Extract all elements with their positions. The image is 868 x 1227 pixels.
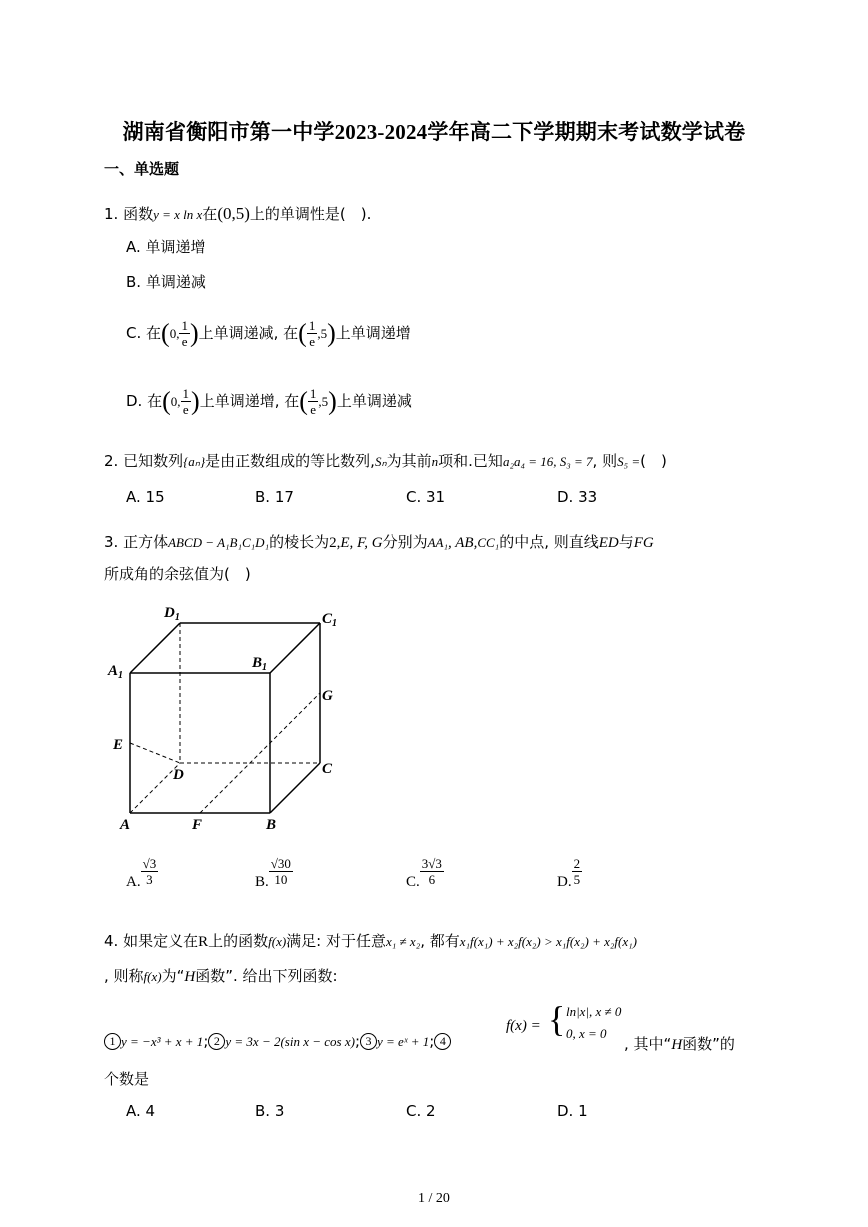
fraction-1-over-e: $\frac{1}{e}$ — [181, 318, 188, 349]
q4-sep-2: ; — [354, 1032, 360, 1050]
q4-option-c[interactable]: C. 2 — [406, 1102, 436, 1120]
q1-d-mid: 上单调递增, 在 — [199, 392, 300, 410]
label-b1: $B_1$ — [252, 655, 268, 673]
paren-close: ) — [327, 318, 336, 348]
fraction-2-over-5: $\frac{2}{5}$ — [573, 856, 581, 887]
q4-text-1: 上的函数 — [208, 932, 269, 950]
section-heading: 一、单选题 — [104, 160, 180, 178]
q4-fx: f(x) — [268, 934, 287, 949]
q3-ab: , AB, — [448, 535, 478, 551]
q2-sequence: {aₙ} — [183, 454, 206, 469]
circle-4: 4 — [434, 1033, 451, 1050]
q1-text-mid: 在 — [202, 205, 218, 223]
question-4 — [104, 930, 637, 951]
q3-line-2: 所成角的余弦值为( ) — [104, 565, 251, 583]
circle-1: 1 — [104, 1033, 121, 1050]
q4-f4-lhs: f(x) = — [506, 1018, 541, 1034]
q4-sep-3: ; — [429, 1032, 435, 1050]
q2-option-b[interactable]: B. 17 — [255, 488, 294, 506]
brace-icon: { — [548, 999, 566, 1039]
edge-a1-d1 — [130, 623, 180, 673]
q4-text-5: 函数”的 — [682, 1035, 735, 1053]
q2-text-1: 是由正数组成的等比数列, — [205, 452, 375, 470]
q1-c-right: ,5 — [317, 326, 328, 341]
q3-efg: E, F, G — [340, 535, 383, 551]
q3-d-label: D. — [557, 874, 572, 890]
q1-option-a[interactable]: A. 单调递增 — [126, 238, 206, 256]
q4-option-d[interactable]: D. 1 — [557, 1102, 588, 1120]
q1-d-tail: 上单调递减 — [336, 392, 412, 410]
q3-ed: ED — [598, 535, 619, 551]
label-c: C — [322, 761, 333, 777]
q4-f4-case2: 0, x = 0 — [566, 1026, 607, 1041]
q1-interval: (0,5) — [217, 204, 250, 223]
q3-option-a[interactable] — [126, 856, 158, 890]
q2-sn: Sₙ — [374, 454, 387, 469]
circle-3: 3 — [360, 1033, 377, 1050]
paren-close: ) — [328, 386, 337, 416]
q3-length: 2, — [329, 535, 341, 551]
q4-number: 4. 如果定义在 — [104, 932, 199, 950]
fraction-3sqrt3-over-6: $\frac{3√3}{6}$ — [421, 856, 442, 887]
fraction-1-over-e: $\frac{1}{e}$ — [309, 386, 317, 417]
q1-c-left: 0, — [169, 326, 180, 341]
q1-c-mid: 上单调递减, 在 — [198, 324, 299, 342]
q1-option-b[interactable]: B. 单调递减 — [126, 273, 206, 291]
q4-line-2 — [104, 965, 338, 986]
label-c1: $C_1$ — [322, 611, 338, 629]
q3-c-label: C. — [406, 874, 420, 890]
q4-f1: y = −x³ + x + 1 — [121, 1034, 204, 1049]
q4-option-b[interactable]: B. 3 — [255, 1102, 285, 1120]
q3-option-c[interactable] — [406, 856, 444, 890]
q3-aa1: AA₁ — [427, 535, 449, 550]
label-g: G — [322, 688, 333, 704]
q3-cc1: CC₁ — [477, 535, 500, 550]
paren-close: ) — [189, 318, 199, 348]
q2-option-a[interactable]: A. 15 — [126, 488, 165, 506]
q4-option-a[interactable]: A. 4 — [126, 1102, 156, 1120]
fraction-sqrt3-over-3: $\frac{√3}{3}$ — [142, 856, 157, 887]
cube-diagram — [100, 595, 360, 845]
segment-e-d — [130, 743, 180, 763]
q1-number: 1. 函数 — [104, 205, 154, 223]
q4-tail — [624, 1033, 735, 1054]
fraction-sqrt30-over-10: $\frac{√30}{10}$ — [270, 856, 291, 887]
q4-text-3: , 都有 — [420, 932, 460, 950]
q2-option-d[interactable]: D. 33 — [557, 488, 598, 506]
q3-number: 3. 正方体 — [104, 533, 169, 551]
label-f: F — [192, 817, 203, 833]
q2-text-5: ( ) — [640, 452, 667, 470]
q3-b-label: B. — [255, 874, 269, 890]
edge-b1-c1 — [270, 623, 320, 673]
q1-d-prefix: D. 在 — [126, 392, 163, 410]
q4-line2-c: 函数”. 给出下列函数: — [195, 967, 338, 985]
question-3 — [104, 531, 654, 552]
question-2 — [104, 450, 667, 471]
q3-fg: FG — [633, 535, 654, 551]
q3-text-2: 分别为 — [382, 533, 428, 551]
q1-function: y = x ln x — [153, 207, 203, 222]
q3-cube: ABCD − A₁B₁C₁D₁ — [168, 535, 270, 550]
q1-d-left: 0, — [170, 394, 181, 409]
q3-option-b[interactable] — [255, 856, 293, 890]
label-a1: $A_1$ — [108, 663, 124, 681]
paren-open: ( — [162, 386, 171, 416]
q4-f3: y = eˣ + 1 — [377, 1034, 430, 1049]
q3-text-1: 的棱长为 — [269, 533, 330, 551]
label-d1: $D_1$ — [164, 605, 180, 623]
paren-open: ( — [298, 318, 307, 348]
q2-text-2: 为其前 — [386, 452, 432, 470]
fraction-1-over-e: $\frac{1}{e}$ — [308, 318, 316, 349]
q4-line-4: 个数是 — [104, 1070, 150, 1088]
edge-b-c — [270, 763, 320, 813]
q3-text-3: 的中点, 则直线 — [499, 533, 599, 551]
page-title: 湖南省衡阳市第一中学2023-2024学年高二下学期期末考试数学试卷 — [122, 120, 746, 144]
q1-text-tail: 上的单调性是( ). — [249, 205, 372, 223]
q4-f4-case1: ln|x|, x ≠ 0 — [566, 1004, 622, 1019]
q4-sep-1: ; — [203, 1032, 209, 1050]
q1-c-tail: 上单调递增 — [335, 324, 411, 342]
label-b: B — [266, 817, 277, 833]
question-1 — [104, 203, 371, 224]
q2-number: 2. 已知数列 — [104, 452, 184, 470]
circle-2: 2 — [208, 1033, 225, 1050]
q3-a-label: A. — [126, 874, 141, 890]
fraction-1-over-e: $\frac{1}{e}$ — [182, 386, 190, 417]
label-a: A — [120, 817, 131, 833]
page-number: 1 / 20 — [418, 1191, 450, 1206]
q4-f2: y = 3x − 2(sin x − cos x) — [225, 1034, 355, 1049]
paren-open: ( — [161, 318, 170, 348]
q2-condition: a₂a₄ = 16, S₃ = 7 — [502, 454, 593, 469]
segment-f-g — [200, 693, 320, 813]
q1-option-c[interactable] — [126, 318, 411, 349]
q4-neq: x₁ ≠ x₂ — [386, 934, 421, 949]
q4-functions-line — [104, 1032, 451, 1050]
label-d: D — [173, 767, 184, 783]
q4-text-2: 满足: 对于任意 — [286, 932, 386, 950]
q4-line2-b: 为“ — [161, 967, 185, 985]
q4-fx-2: f(x) — [143, 969, 162, 984]
q3-text-4: 与 — [618, 533, 634, 551]
q4-r: R — [198, 934, 209, 950]
q1-c-prefix: C. 在 — [126, 324, 162, 342]
q4-h-2: H — [671, 1037, 683, 1053]
q3-option-d[interactable] — [557, 856, 582, 890]
q4-inequality: x₁f(x₁) + x₂f(x₂) > x₁f(x₂) + x₂f(x₁) — [459, 934, 637, 949]
q1-d-right: ,5 — [318, 394, 329, 409]
paren-close: ) — [191, 386, 200, 416]
q4-h: H — [184, 969, 196, 985]
paren-open: ( — [299, 386, 308, 416]
label-e: E — [113, 737, 124, 753]
q1-option-d[interactable] — [126, 386, 412, 417]
q2-s5: S₅ = — [617, 454, 641, 469]
q4-line2-a: , 则称 — [104, 967, 144, 985]
q2-n: n — [431, 454, 439, 469]
q2-text-3: 项和.已知 — [438, 452, 503, 470]
q2-option-c[interactable]: C. 31 — [406, 488, 446, 506]
q4-text-4: , 其中“ — [624, 1035, 672, 1053]
q2-text-4: , 则 — [592, 452, 618, 470]
